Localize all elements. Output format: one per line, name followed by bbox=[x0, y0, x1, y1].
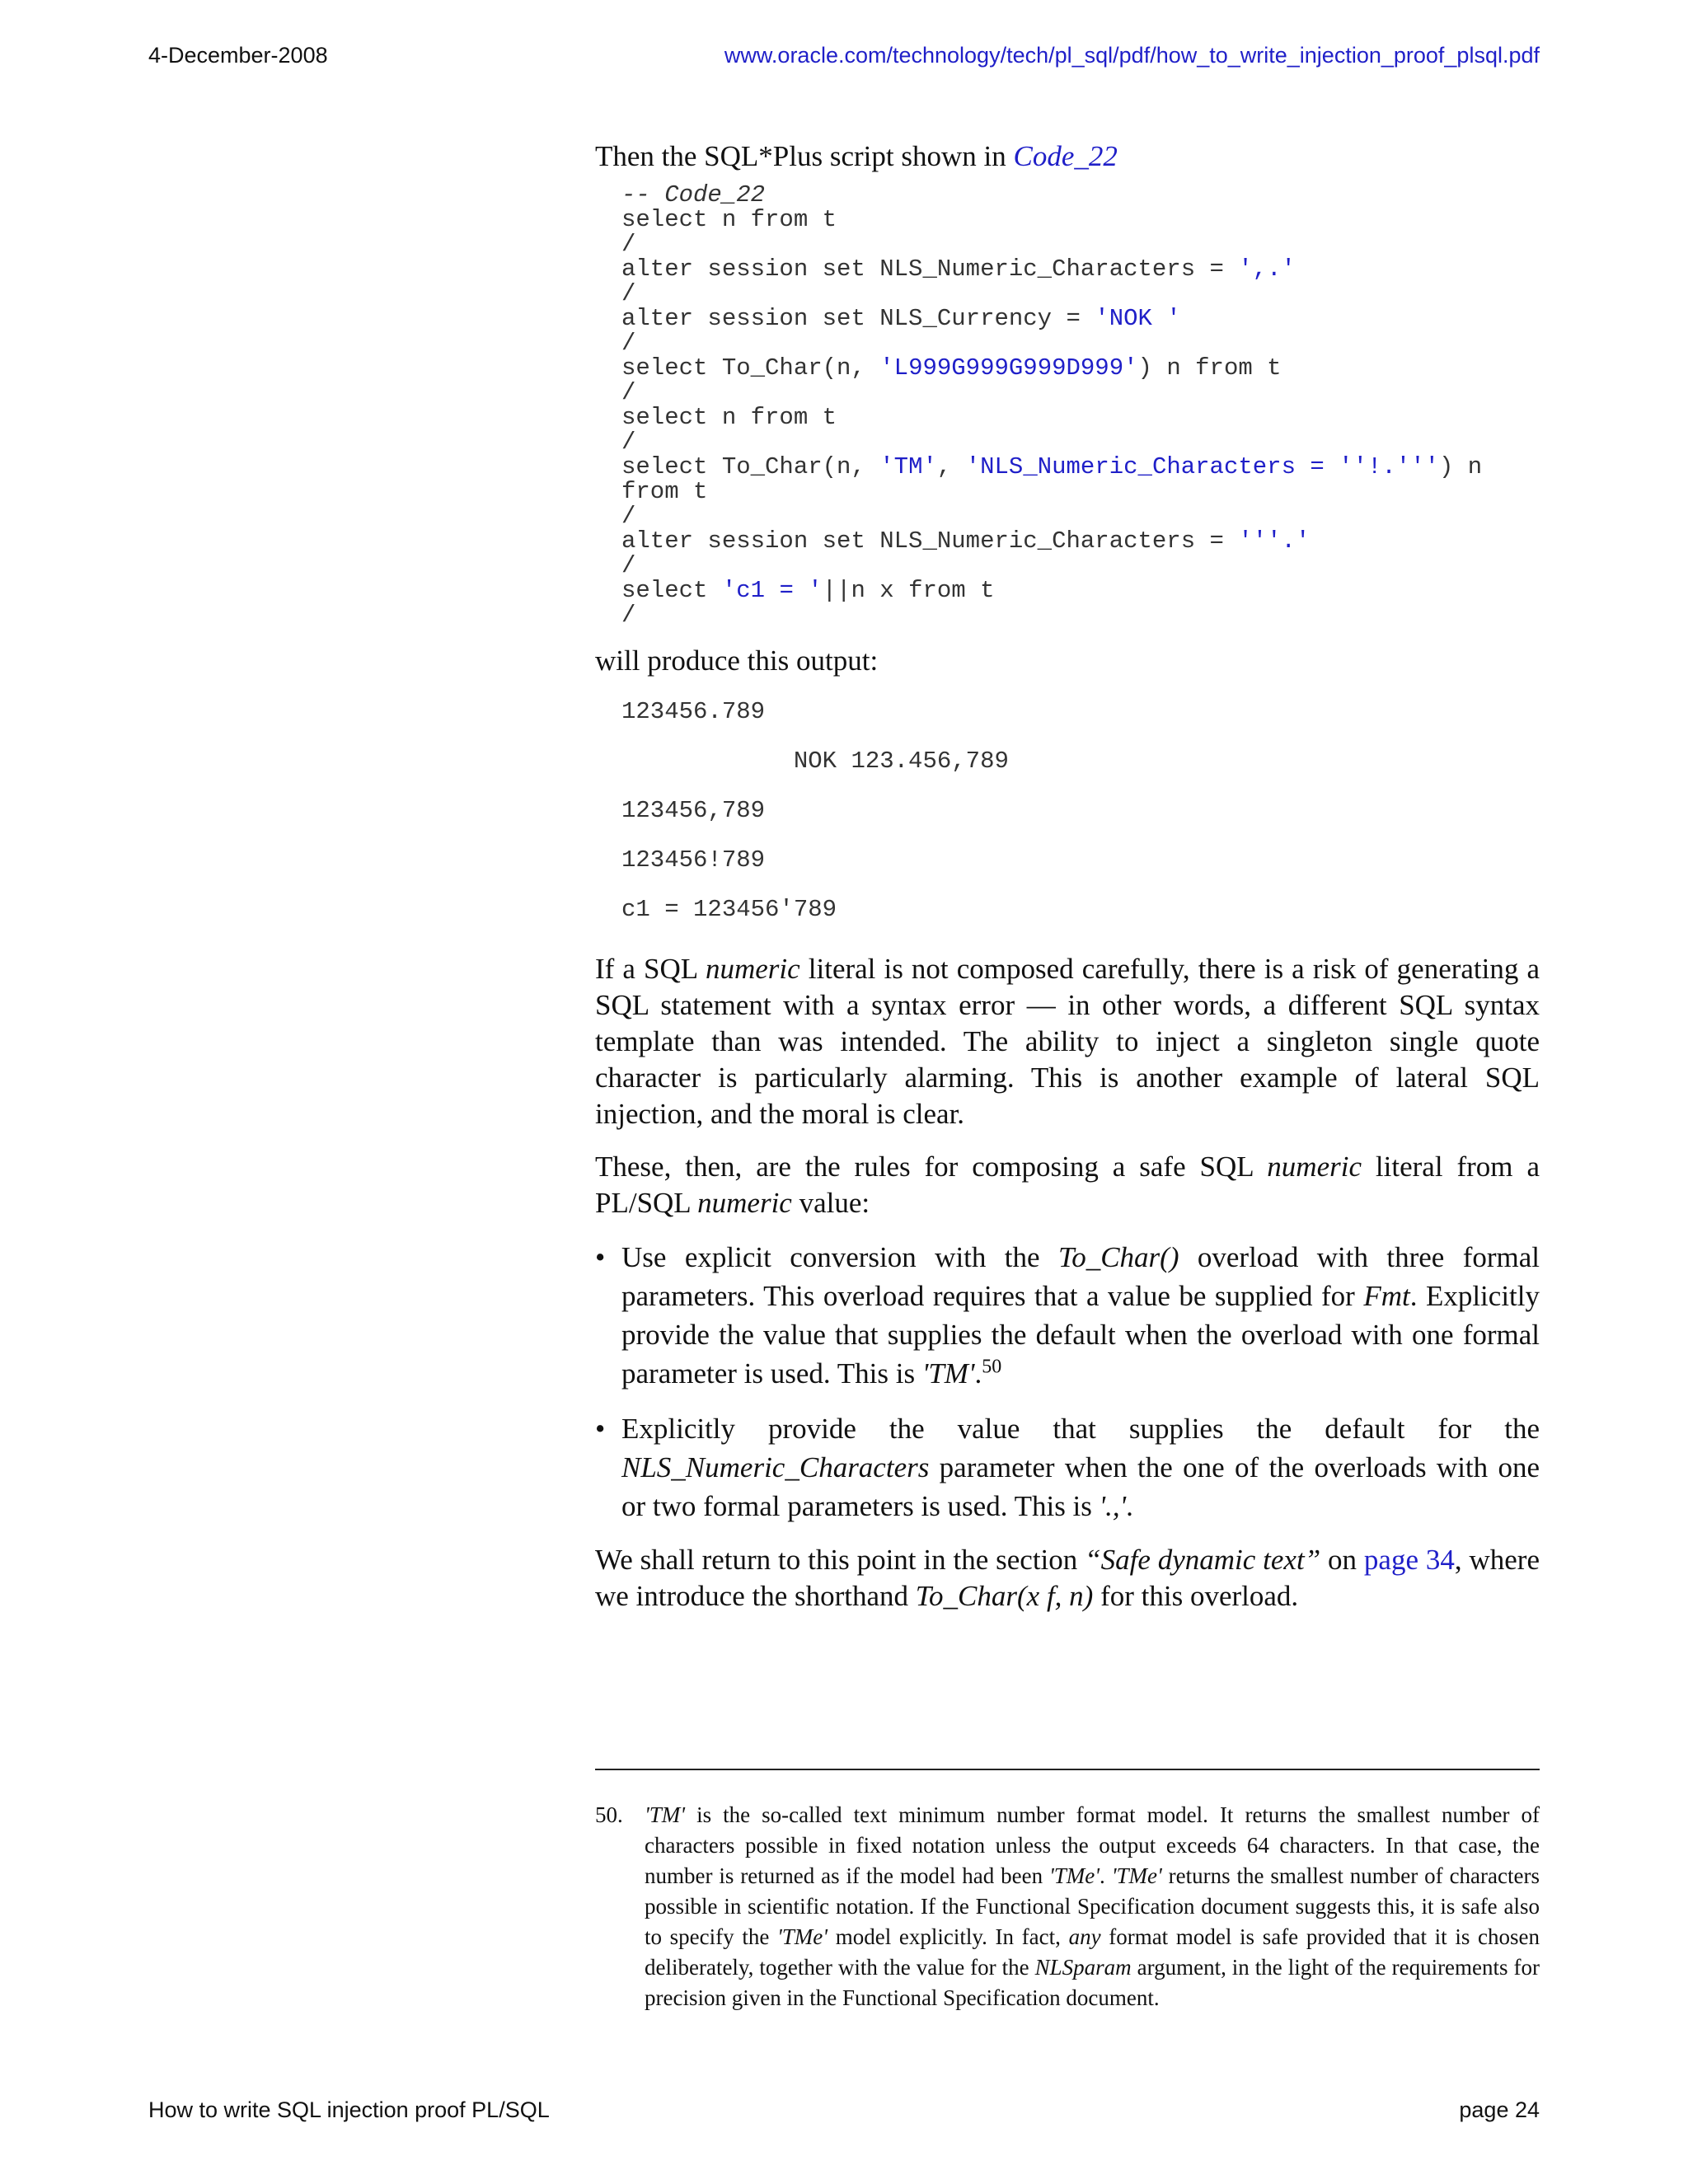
code-token: / bbox=[621, 503, 636, 530]
code-line bbox=[621, 183, 1540, 208]
code-token: / bbox=[621, 602, 636, 629]
code-line bbox=[621, 554, 1540, 579]
intro-paragraph bbox=[595, 138, 1540, 175]
code-line bbox=[621, 603, 1540, 628]
footnote-reference[interactable]: 50 bbox=[982, 1356, 1002, 1378]
code-string: 'c1 = ' bbox=[721, 577, 823, 604]
italic-text: numeric bbox=[697, 1187, 792, 1219]
code-token: / bbox=[621, 379, 636, 406]
output-line: c1 = 123456'789 bbox=[621, 896, 837, 923]
text-run: . bbox=[974, 1357, 982, 1390]
header-date: 4-December-2008 bbox=[148, 43, 328, 68]
text-run: . Explicitly provide the value that supplies the default when the overload with one formal parameter is used. This is bbox=[621, 1280, 1540, 1390]
page-link[interactable]: page 34 bbox=[1363, 1544, 1455, 1576]
list-item bbox=[595, 1238, 1540, 1393]
body-paragraph-2 bbox=[595, 1149, 1540, 1221]
code-token: / bbox=[621, 330, 636, 357]
code-line bbox=[621, 430, 1540, 455]
intro-text: Then the SQL*Plus script shown in bbox=[595, 140, 1014, 172]
italic-text: 'TM' bbox=[645, 1802, 686, 1827]
code-string: 'L999G999G999D999' bbox=[879, 354, 1138, 382]
text-run: literal from a PL/SQL bbox=[595, 1151, 1540, 1219]
output-line: 123456,789 bbox=[621, 797, 766, 824]
italic-text: '.,' bbox=[1099, 1490, 1127, 1522]
italic-text: numeric bbox=[1267, 1151, 1362, 1183]
italic-text: 'TMe' bbox=[1048, 1863, 1100, 1888]
text-run: is the so-called text minimum number format model. It returns the smallest number of characters possible in fixed notation unless the output exceeds 64 characters. In that case, the number is returned as if the model had been bbox=[645, 1802, 1540, 1888]
code-line bbox=[621, 307, 1540, 331]
italic-text: NLSparam bbox=[1034, 1955, 1132, 1980]
list-item bbox=[595, 1409, 1540, 1526]
code-token: select To_Char(n, bbox=[621, 453, 880, 480]
text-run: overload with three formal parameters. This overload requires that a value be supplied for bbox=[621, 1241, 1540, 1312]
main-content bbox=[595, 138, 1540, 1631]
italic-text: To_Char(x f, n) bbox=[915, 1580, 1094, 1612]
italic-text: Fmt bbox=[1363, 1280, 1410, 1312]
code-string: ',.' bbox=[1238, 255, 1296, 283]
body-paragraph-1 bbox=[595, 951, 1540, 1132]
footnote-divider bbox=[595, 1769, 1540, 1770]
code-token: , bbox=[936, 453, 966, 480]
code-token: select n from t bbox=[621, 404, 837, 431]
footer-title: How to write SQL injection proof PL/SQL bbox=[148, 2097, 550, 2122]
italic-text: 'TM' bbox=[921, 1357, 975, 1390]
code-token: from t bbox=[621, 478, 708, 505]
code-token: / bbox=[621, 429, 636, 456]
text-run: on bbox=[1320, 1544, 1364, 1576]
italic-text: “Safe dynamic text” bbox=[1085, 1544, 1321, 1576]
text-run: for this overload. bbox=[1093, 1580, 1299, 1612]
text-run: format model is safe provided that it is chosen deliberately, together with the value for the bbox=[645, 1924, 1540, 1980]
output-intro: will produce this output: bbox=[595, 644, 879, 677]
code-line bbox=[621, 504, 1540, 529]
code-token: alter session set NLS_Numeric_Characters = bbox=[621, 255, 1239, 283]
footnote-text bbox=[645, 1800, 1540, 2013]
code-line bbox=[621, 381, 1540, 405]
text-run: If a SQL bbox=[595, 953, 706, 985]
text-run: argument, in the light of the requirements for precision given in the Functional Specification document. bbox=[645, 1955, 1540, 2010]
text-run: , where we introduce the shorthand bbox=[595, 1544, 1540, 1612]
code-token: select bbox=[621, 577, 722, 604]
footnote bbox=[595, 1800, 1540, 2013]
italic-text: any bbox=[1068, 1924, 1101, 1949]
text-run: . bbox=[1100, 1863, 1112, 1888]
header-url-link[interactable]: www.oracle.com/technology/tech/pl_sql/pdf/how_to_write_injection_proof_plsql.pdf bbox=[724, 43, 1540, 68]
code-line bbox=[621, 356, 1540, 381]
text-run: We shall return to this point in the section bbox=[595, 1544, 1085, 1576]
text-run: model explicitly. In fact, bbox=[828, 1924, 1069, 1949]
italic-text: numeric bbox=[705, 953, 800, 985]
text-run: literal is not composed carefully, there is a risk of generating a SQL statement with a syntax error — in other words, a different SQL syntax template than was intended. The ability to inject a singleton single quote character is particularly alarming. This is another example of lateral SQL injection, and the moral is clear. bbox=[595, 953, 1540, 1130]
italic-text: To_Char() bbox=[1057, 1241, 1179, 1273]
text-run: Use explicit conversion with the bbox=[621, 1241, 1058, 1273]
code-token: / bbox=[621, 552, 636, 579]
code-line bbox=[621, 208, 1540, 232]
italic-text: 'TMe' bbox=[1111, 1863, 1162, 1888]
italic-text: 'TMe' bbox=[776, 1924, 828, 1949]
code-string: 'TM' bbox=[879, 453, 937, 480]
bullet-icon: • bbox=[595, 1413, 606, 1445]
code-line bbox=[621, 529, 1540, 554]
code-line bbox=[621, 331, 1540, 356]
code-line bbox=[621, 232, 1540, 257]
code-line bbox=[621, 480, 1540, 504]
text-run: Explicitly provide the value that supplies the default for the bbox=[621, 1413, 1540, 1445]
italic-text: NLS_Numeric_Characters bbox=[621, 1451, 930, 1483]
code-line bbox=[621, 579, 1540, 603]
code-line bbox=[621, 405, 1540, 430]
footnote-number: 50. bbox=[595, 1802, 623, 1827]
code-token: select To_Char(n, bbox=[621, 354, 880, 382]
code-string: '''.' bbox=[1238, 527, 1311, 555]
output-block bbox=[621, 687, 1540, 935]
code-token: / bbox=[621, 231, 636, 258]
text-run: These, then, are the rules for composing a safe SQL bbox=[595, 1151, 1268, 1183]
body-paragraph-3 bbox=[595, 1542, 1540, 1615]
text-run: parameter when the one of the overloads with one or two formal parameters is used. This is bbox=[621, 1451, 1540, 1522]
code-line bbox=[621, 282, 1540, 307]
output-line: 123456.789 bbox=[621, 698, 766, 725]
text-run: . bbox=[1126, 1490, 1133, 1522]
code-token: ) n bbox=[1439, 453, 1483, 480]
code-string: 'NLS_Numeric_Characters = ''!.''' bbox=[965, 453, 1439, 480]
code-comment: -- Code_22 bbox=[621, 181, 766, 209]
output-line: 123456!789 bbox=[621, 846, 766, 874]
code-token: alter session set NLS_Currency = bbox=[621, 305, 1095, 332]
code-token: ) n from t bbox=[1137, 354, 1282, 382]
code-token: / bbox=[621, 280, 636, 307]
code-token: alter session set NLS_Numeric_Characters = bbox=[621, 527, 1239, 555]
bullet-icon: • bbox=[595, 1241, 606, 1273]
footer-page-number: page 24 bbox=[1459, 2097, 1540, 2122]
output-line: NOK 123.456,789 bbox=[621, 748, 1009, 775]
code-line bbox=[621, 455, 1540, 480]
code-token: select n from t bbox=[621, 206, 837, 233]
code-string: 'NOK ' bbox=[1095, 305, 1181, 332]
text-run: returns the smallest number of characters possible in scientific notation. If the Functional Specification document suggests this, it is safe also to specify the bbox=[645, 1863, 1540, 1949]
code-block bbox=[621, 183, 1540, 628]
code-22-link[interactable]: Code_22 bbox=[1013, 140, 1118, 172]
rules-list bbox=[595, 1238, 1540, 1526]
text-run: value: bbox=[791, 1187, 870, 1219]
code-token: ||n x from t bbox=[822, 577, 995, 604]
code-line bbox=[621, 257, 1540, 282]
